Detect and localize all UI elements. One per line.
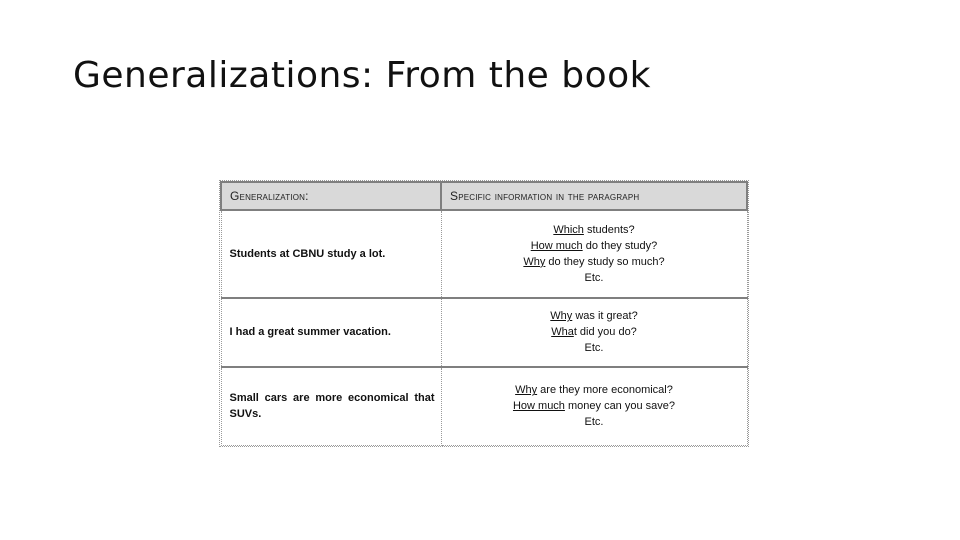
table-header-row <box>221 182 747 210</box>
specific-info-cell <box>441 298 747 367</box>
header-specific-information: Specific information in the paragraph <box>441 182 747 210</box>
generalization-cell: Small cars are more economical that SUVs. <box>221 367 441 446</box>
question-line: Etc. <box>584 342 604 355</box>
generalization-cell: I had a great summer vacation. <box>221 298 441 367</box>
question-line: How much do they study? <box>530 239 658 252</box>
question-line: Why was it great? <box>550 310 638 323</box>
table-row <box>221 367 747 446</box>
slide-title: Generalizations: From the book <box>73 55 652 96</box>
question-line: Etc. <box>584 271 604 284</box>
generalization-cell: Students at CBNU study a lot. <box>221 210 441 298</box>
question-line: How much money can you save? <box>512 400 676 413</box>
table-row <box>221 298 747 367</box>
question-line: Etc. <box>584 416 604 429</box>
question-line: Why are they more economical? <box>515 384 673 397</box>
question-line: Why do they study so much? <box>523 255 665 268</box>
table-row <box>221 210 747 298</box>
header-generalization: Generalization: <box>221 182 441 210</box>
generalization-table-image <box>219 180 749 447</box>
specific-info-cell <box>441 367 747 446</box>
generalization-table <box>220 181 748 446</box>
specific-info-cell <box>441 210 747 298</box>
question-line: What did you do? <box>551 326 637 339</box>
question-line: Which students? <box>553 223 635 236</box>
